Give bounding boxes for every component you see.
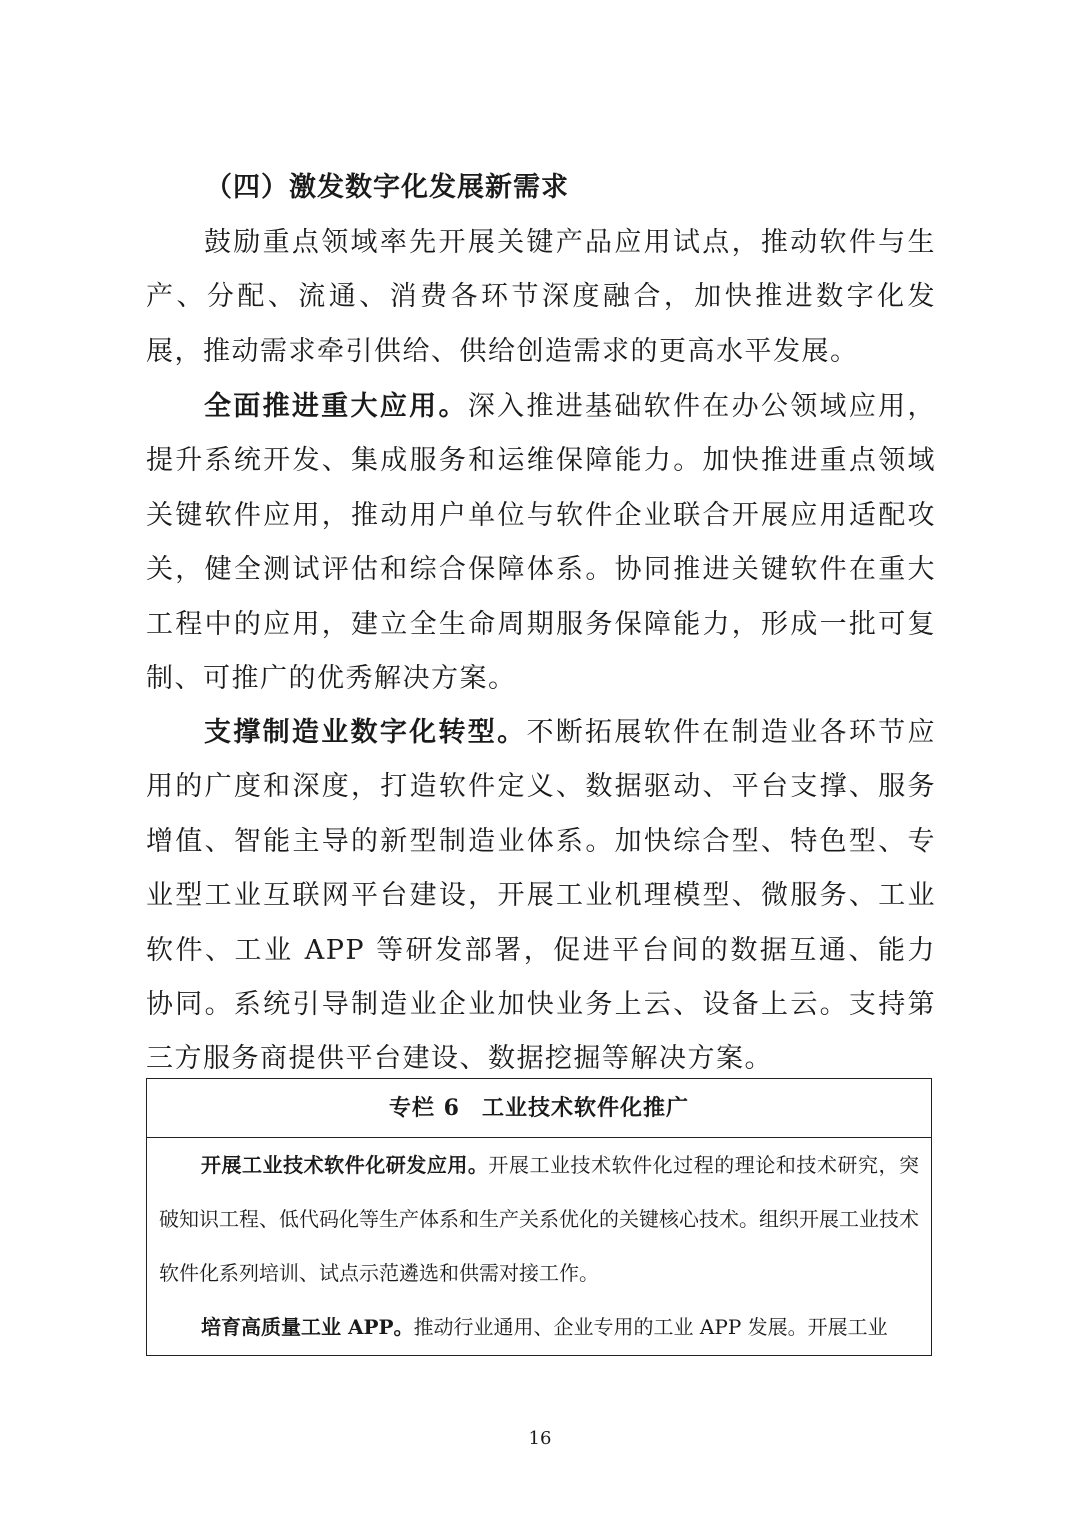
paragraph-text: 深入推进基础软件在办公领域应用，提升系统开发、集成服务和运维保障能力。加快推进重点领域关键软件应用，推动用户单位与软件企业联合开展应用适配攻关，健全测试评估和综合保障体系。协同推进关键软件在重大工程中的应用，建立全生命周期服务保障能力，形成一批可复制、可推广的优秀解决方案。 xyxy=(146,391,936,695)
column-box-paragraph-text: 推动行业通用、企业专用的工业 APP 发展。开展工业 xyxy=(413,1315,888,1339)
paragraph-text: 不断拓展软件在制造业各环节应用的广度和深度，打造软件定义、数据驱动、平台支撑、服务增值、智能主导的新型制造业体系。加快综合型、特色型、专业型工业互联网平台建设，开展工业机理模型、微服务、工业软件、工业 APP 等研发部署，促进平台间的数据互通、能力协同。系统引导制造业企业加快业务上云、设备上云。支持第三方服务商提供平台建设、数据挖掘等解决方案。 xyxy=(146,717,936,1075)
paragraph-major-applications xyxy=(146,380,936,706)
column-box-paragraph xyxy=(147,1300,931,1354)
column-box-number: 专栏 6 xyxy=(389,1095,460,1121)
column-box-paragraph xyxy=(147,1138,931,1300)
paragraph-intro xyxy=(146,216,936,379)
section-heading: （四）激发数字化发展新需求 xyxy=(205,172,569,203)
paragraph-text: 鼓励重点领域率先开展关键产品应用试点，推动软件与生产、分配、流通、消费各环节深度融合，加快推进数字化发展，推动需求牵引供给、供给创造需求的更高水平发展。 xyxy=(146,227,936,367)
column-box-title xyxy=(147,1079,931,1138)
paragraph-manufacturing-transformation xyxy=(146,706,936,1087)
column-box-paragraph-text: 开展工业技术软件化过程的理论和技术研究，突破知识工程、低代码化等生产体系和生产关系优化的关键核心技术。组织开展工业技术软件化系列培训、试点示范遴选和供需对接工作。 xyxy=(159,1153,920,1285)
column-box xyxy=(146,1078,932,1356)
paragraph-lead: 支撑制造业数字化转型。 xyxy=(204,717,527,748)
column-box-title-text: 工业技术软件化推广 xyxy=(481,1095,689,1121)
column-box-paragraph-lead: 培育高质量工业 APP。 xyxy=(201,1315,414,1339)
page-number: 16 xyxy=(528,1428,552,1449)
paragraph-lead: 全面推进重大应用。 xyxy=(204,391,468,422)
column-box-paragraph-lead: 开展工业技术软件化研发应用。 xyxy=(201,1153,489,1177)
